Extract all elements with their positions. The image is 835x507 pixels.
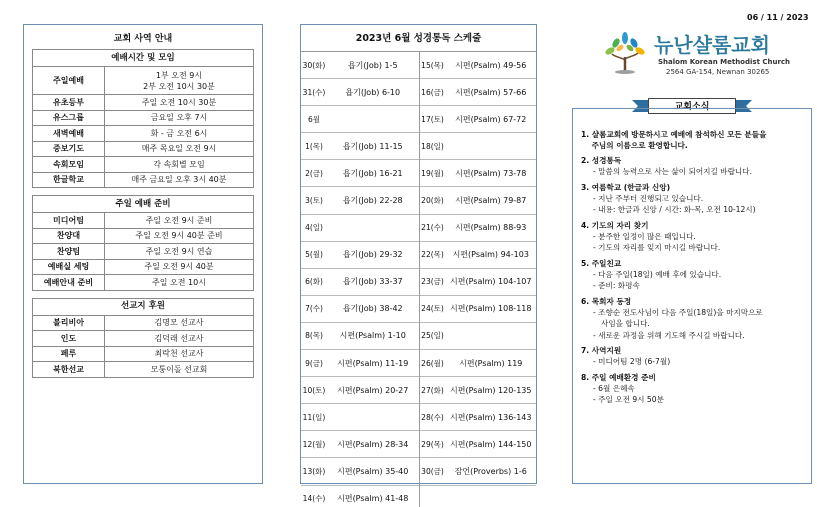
mission-label: 북한선교: [33, 362, 105, 378]
ministry-panel: [23, 24, 263, 484]
schedule-date: 28(수): [421, 412, 444, 422]
news-item-heading: 8. 주일 예배환경 준비: [581, 372, 656, 382]
prep-label: 찬양팀: [33, 244, 105, 260]
schedule-row: [301, 431, 419, 458]
worship-label: 주일예배: [33, 67, 105, 95]
news-item-heading: 3. 여름학교 (한글과 신앙): [581, 182, 671, 192]
news-item-line: - 새로운 과정을 위해 기도해 주시길 바랍니다.: [593, 330, 745, 340]
schedule-date: 23(금): [421, 277, 444, 287]
worship-value: 각 속회별 모임: [105, 157, 254, 173]
worship-value: 1부 오전 9시 2부 오전 10시 30분: [105, 67, 254, 95]
schedule-date: 3(토): [305, 196, 323, 206]
schedule-date: 2(금): [305, 168, 323, 178]
church-name-en: Shalom Korean Methodist Church: [658, 58, 791, 66]
schedule-row: [420, 377, 537, 404]
news-item-line: - 내용: 한글과 신앙 / 시간: 화-목, 오전 10-12시): [593, 205, 756, 214]
schedule-date: 19(월): [421, 168, 444, 178]
schedule-reading: 시편(Psalm) 79-87: [455, 196, 527, 206]
schedule-row: [301, 52, 419, 79]
schedule-row: [301, 296, 419, 323]
schedule-date: 13(화): [302, 466, 326, 476]
prep-table: [32, 195, 254, 291]
schedule-date: 12(월): [302, 439, 326, 449]
worship-value: 매주 목요일 오전 9시: [105, 141, 254, 157]
prep-label: 예배안내 준비: [33, 275, 105, 291]
news-item-heading: 4. 기도의 자리 찾기: [581, 220, 649, 230]
worship-table: [32, 49, 254, 188]
church-address: 2564 GA-154, Newnan 30265: [666, 68, 770, 76]
schedule-row: [420, 79, 537, 106]
schedule-reading: 욥기(Job) 38-42: [342, 304, 403, 314]
schedule-row: [420, 323, 537, 350]
prep-row: [33, 259, 254, 275]
mission-value: 김덕래 선교사: [105, 331, 254, 347]
prep-row: [33, 213, 254, 229]
schedule-row: [420, 431, 537, 458]
schedule-date: 17(토): [421, 114, 444, 124]
schedule-reading: 시편(Psalm) 57-66: [455, 87, 527, 97]
schedule-date: 15(목): [421, 60, 444, 70]
schedule-reading: 욥기(Job) 22-28: [342, 196, 403, 206]
mission-row: [33, 362, 254, 378]
schedule-column-left: [301, 52, 419, 507]
prep-label: 예배실 세팅: [33, 259, 105, 275]
worship-row: [33, 67, 254, 95]
news-item-line: - 주일 오전 9시 50분: [593, 395, 664, 404]
news-item: [581, 258, 803, 292]
schedule-date: 29(목): [421, 439, 444, 449]
schedule-row: [301, 106, 419, 133]
prep-value: 주일 오전 10시: [105, 275, 254, 291]
church-logo: [600, 27, 800, 83]
prep-row: [33, 228, 254, 244]
worship-row: [33, 110, 254, 126]
schedule-reading: 시편(Psalm) 1-10: [339, 331, 406, 341]
news-item-line: - 말씀의 능력으로 사는 삶이 되어지길 바랍니다.: [593, 167, 753, 176]
schedule-row: [420, 106, 537, 133]
news-item-line: - 분주한 일정이 많은 때입니다.: [593, 231, 696, 241]
schedule-date: 21(수): [421, 223, 444, 233]
schedule-date: 30(금): [421, 466, 444, 476]
news-item-line: - 기도의 자리를 잊지 마시길 바랍니다.: [593, 243, 721, 252]
schedule-date: 16(금): [421, 87, 444, 97]
schedule-row: [301, 242, 419, 269]
schedule-date: 26(월): [421, 358, 444, 368]
news-item: [581, 155, 803, 178]
prep-section-title: 주일 예배 준비: [33, 196, 254, 213]
worship-value: 매주 금요일 오후 3시 40분: [105, 172, 254, 188]
mission-label: 볼리비아: [33, 315, 105, 331]
news-panel: [572, 108, 812, 484]
mission-label: 페루: [33, 346, 105, 362]
schedule-date: 9(금): [305, 358, 323, 368]
worship-row: [33, 157, 254, 173]
schedule-reading: 시편(Psalm) 41-48: [337, 494, 409, 504]
schedule-row: [420, 242, 537, 269]
worship-label: 중보기도: [33, 141, 105, 157]
schedule-reading: 시편(Psalm) 67-72: [455, 114, 527, 124]
schedule-date: 1(목): [305, 141, 323, 151]
mission-row: [33, 331, 254, 347]
schedule-date: 25(일): [421, 331, 444, 341]
schedule-date: 10(토): [302, 385, 326, 395]
schedule-reading: 잠언(Proverbs) 1-6: [454, 466, 527, 476]
schedule-date: 8(목): [305, 331, 323, 341]
schedule-date: 31(수): [302, 87, 326, 97]
prep-value: 주일 오전 9시 준비: [105, 213, 254, 229]
schedule-reading: 욥기(Job) 16-21: [342, 168, 403, 178]
church-name-ko: 뉴난샬롬교회: [654, 33, 770, 57]
worship-row: [33, 172, 254, 188]
mission-section-title: 선교지 후원: [33, 298, 254, 315]
news-item: [581, 296, 803, 342]
schedule-row: [301, 350, 419, 377]
schedule-date: 6(화): [305, 277, 323, 287]
schedule-row: [301, 133, 419, 160]
schedule-reading: 시편(Psalm) 20-27: [337, 385, 409, 395]
worship-row: [33, 95, 254, 111]
schedule-column-right: [419, 52, 537, 507]
schedule-reading: 시편(Psalm) 49-56: [455, 60, 527, 70]
worship-label: 속회모임: [33, 157, 105, 173]
prep-value: 주일 오전 9시 40분 준비: [105, 228, 254, 244]
news-title: 교회소식: [648, 98, 736, 114]
news-item-line: - 준비: 화평속: [593, 281, 640, 290]
schedule-row: [420, 160, 537, 187]
news-item-heading: 6. 목회자 동정: [581, 296, 632, 306]
schedule-row: [301, 404, 419, 431]
prep-row: [33, 244, 254, 260]
worship-label: 유스그룹: [33, 110, 105, 126]
bulletin-date: 06 / 11 / 2023: [747, 13, 809, 22]
news-item: [581, 372, 803, 406]
schedule-reading: 욥기(Job) 33-37: [342, 277, 403, 287]
schedule-date: 4(일): [305, 223, 323, 233]
schedule-reading: 욥기(Job) 29-32: [342, 250, 403, 260]
worship-label: 한글학교: [33, 172, 105, 188]
prep-value: 주일 오전 9시 40분: [105, 259, 254, 275]
schedule-date: 24(토): [421, 304, 444, 314]
mission-row: [33, 315, 254, 331]
schedule-row: [301, 323, 419, 350]
news-item: [581, 182, 803, 216]
prep-label: 찬양대: [33, 228, 105, 244]
tree-logo-icon: [600, 27, 650, 77]
schedule-reading: 시편(Psalm) 120-135: [450, 385, 532, 395]
prep-value: 주일 오전 9시 연습: [105, 244, 254, 260]
news-item-heading: 1. 샬롬교회에 방문하시고 예배에 참석하신 모든 분들을 주님의 이름으로 환영합니다.: [581, 130, 767, 150]
news-item: [581, 129, 803, 151]
mission-label: 인도: [33, 331, 105, 347]
mission-table: [32, 298, 254, 378]
schedule-reading: 욥기(Job) 1-5: [347, 60, 398, 70]
schedule-reading: 욥기(Job) 6-10: [345, 87, 401, 97]
worship-section-title: 예배시간 및 모임: [33, 50, 254, 67]
worship-row: [33, 126, 254, 142]
schedule-row: [420, 187, 537, 214]
schedule-row: [420, 215, 537, 242]
schedule-date: 5(월): [305, 250, 323, 260]
news-item-heading: 5. 주일친교: [581, 258, 622, 268]
worship-label: 유초등부: [33, 95, 105, 111]
mission-value: 모퉁이돌 선교회: [105, 362, 254, 378]
schedule-row: [420, 350, 537, 377]
news-item-line: - 지난 주부터 진행되고 있습니다.: [593, 193, 704, 203]
schedule-reading: 시편(Psalm) 136-143: [450, 412, 532, 422]
schedule-row: [420, 269, 537, 296]
schedule-row: [301, 79, 419, 106]
schedule-reading: 시편(Psalm) 119: [459, 358, 523, 368]
news-item-heading: 7. 사역지원: [581, 346, 622, 355]
news-item: [581, 220, 803, 254]
schedule-row: [420, 52, 537, 79]
news-item-line: 사임을 합니다.: [601, 319, 650, 328]
schedule-reading: 시편(Psalm) 108-118: [450, 304, 532, 314]
schedule-date: 18(일): [421, 141, 444, 151]
schedule-row: [420, 133, 537, 160]
schedule-reading: 시편(Psalm) 88-93: [455, 223, 527, 233]
schedule-row: [301, 486, 419, 507]
schedule-reading: 시편(Psalm) 11-19: [337, 358, 409, 368]
schedule-date: 27(화): [421, 385, 444, 395]
schedule-row: [420, 404, 537, 431]
mission-value: 최락천 선교사: [105, 346, 254, 362]
schedule-reading: 시편(Psalm) 104-107: [450, 277, 532, 287]
schedule-reading: 시편(Psalm) 144-150: [450, 439, 532, 449]
worship-label: 새벽예배: [33, 126, 105, 142]
worship-row: [33, 141, 254, 157]
schedule-date: 7(수): [305, 304, 323, 314]
schedule-row: [420, 296, 537, 323]
news-item-line: - 다음 주일(18일) 예배 후에 있습니다.: [593, 269, 722, 279]
schedule-date: 22(목): [421, 250, 444, 260]
schedule-date: 11(일): [302, 412, 326, 422]
news-list: [581, 129, 803, 406]
schedule-row: [301, 377, 419, 404]
schedule-row: [301, 458, 419, 485]
schedule-date: 30(화): [302, 60, 326, 70]
worship-value: 화 - 금 오전 6시: [105, 126, 254, 142]
schedule-row: [420, 458, 537, 485]
schedule-date: 20(화): [421, 196, 444, 206]
news-item-heading: 2. 성경통독: [581, 156, 622, 165]
schedule-row: [301, 269, 419, 296]
schedule-grid: [301, 52, 536, 507]
news-item-line: - 6월 은혜속: [593, 383, 635, 393]
schedule-reading: 시편(Psalm) 28-34: [337, 439, 409, 449]
news-item-line: - 조향순 전도사님이 다음 주일(18일)을 마지막으로: [593, 307, 763, 317]
mission-row: [33, 346, 254, 362]
news-item: [581, 345, 803, 368]
worship-value: 금요일 오후 7시: [105, 110, 254, 126]
schedule-reading: 시편(Psalm) 35-40: [337, 466, 409, 476]
prep-row: [33, 275, 254, 291]
ministry-title: 교회 사역 안내: [113, 34, 173, 44]
schedule-date: 6월: [307, 114, 321, 124]
schedule-row: [301, 187, 419, 214]
schedule-date: 14(수): [302, 494, 326, 504]
mission-value: 김명모 선교사: [105, 315, 254, 331]
schedule-reading: 욥기(Job) 11-15: [342, 141, 403, 151]
schedule-row: [301, 160, 419, 187]
news-item-line: - 미디어팀 2명 (6-7월): [593, 357, 671, 366]
worship-value: 주일 오전 10시 30분: [105, 95, 254, 111]
schedule-row: [301, 215, 419, 242]
schedule-reading: 시편(Psalm) 94-103: [452, 250, 529, 260]
schedule-title: 2023년 6월 성경통독 스케줄: [301, 25, 536, 52]
prep-label: 미디어팀: [33, 213, 105, 229]
reading-schedule-panel: [300, 24, 537, 504]
schedule-reading: 시편(Psalm) 73-78: [455, 168, 527, 178]
